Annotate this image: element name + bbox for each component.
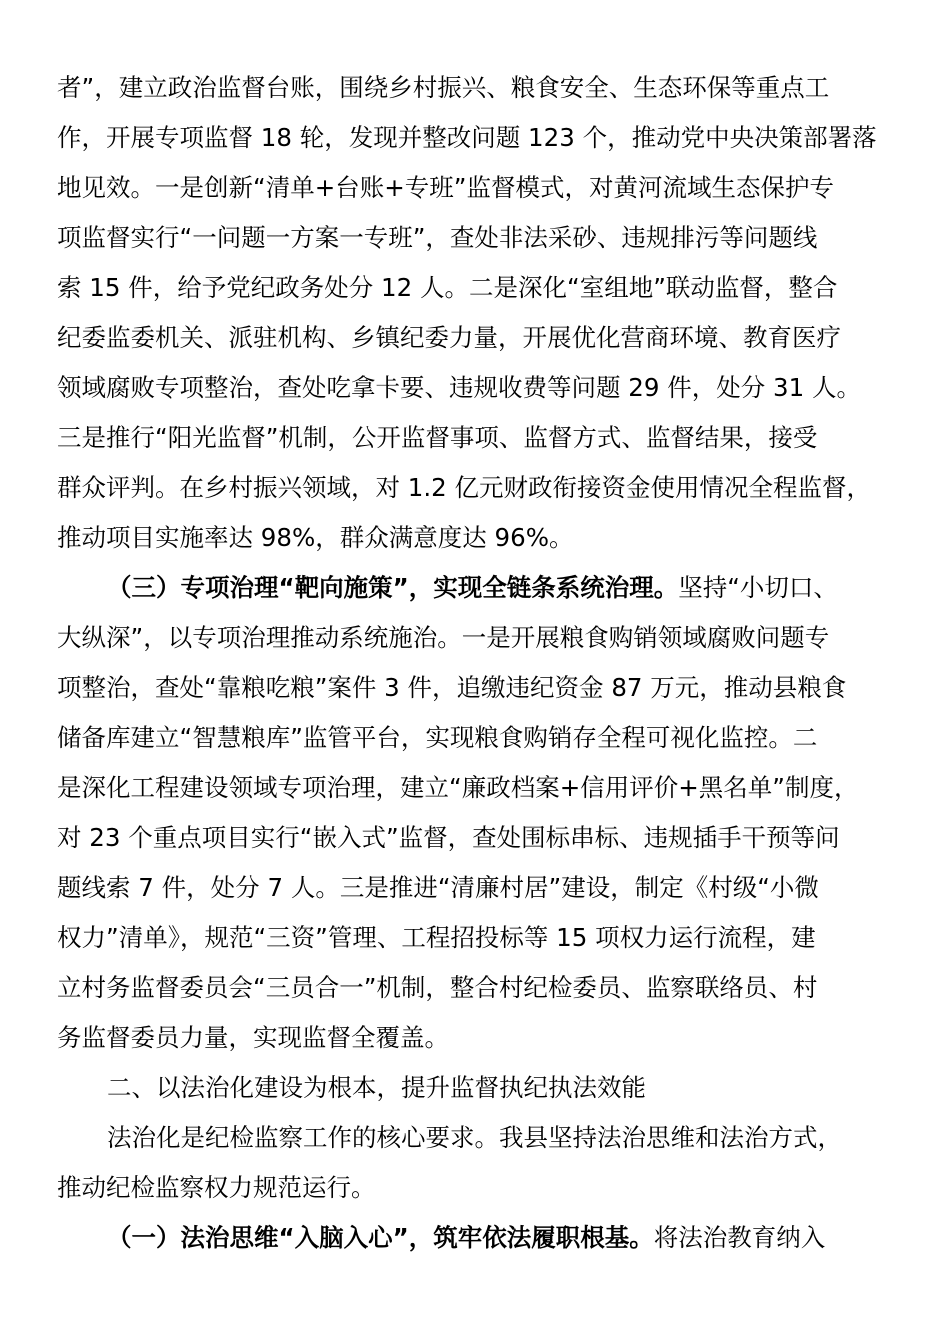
subsection-lead-text: 坚持“小切口、 xyxy=(678,573,838,602)
paragraph-line: 务监督委员力量，实现监督全覆盖。 xyxy=(57,1023,449,1052)
paragraph-line: 群众评判。在乡村振兴领域，对 1.2 亿元财政衔接资金使用情况全程监督， xyxy=(57,473,872,502)
paragraph-line: 领域腐败专项整治，查处吃拿卡要、违规收费等问题 29 件，处分 31 人。 xyxy=(57,373,861,402)
paragraph-line: 法治化是纪检监察工作的核心要求。我县坚持法治思维和法治方式， xyxy=(107,1123,842,1152)
paragraph-line: 索 15 件，给予党纪政务处分 12 人。二是深化“室组地”联动监督，整合 xyxy=(57,273,838,302)
paragraph-line: 三是推行“阳光监督”机制，公开监督事项、监督方式、监督结果，接受 xyxy=(57,423,818,452)
paragraph-line: 立村务监督委员会“三员合一”机制，整合村纪检委员、监察联络员、村 xyxy=(57,973,818,1002)
paragraph-line: 储备库建立“智慧粮库”监管平台，实现粮食购销存全程可视化监控。二 xyxy=(57,723,818,752)
subsection-lead-text: 将法治教育纳入 xyxy=(653,1223,826,1252)
paragraph-line: 作，开展专项监督 18 轮，发现并整改问题 123 个，推动党中央决策部署落 xyxy=(57,123,877,152)
section-title: 二、以法治化建设为根本，提升监督执纪执法效能 xyxy=(107,1073,646,1102)
subsection-heading: （三）专项治理“靶向施策”，实现全链条系统治理。 xyxy=(107,573,679,602)
subsection-first-line xyxy=(107,568,838,608)
paragraph-line: 纪委监委机关、派驻机构、乡镇纪委力量，开展优化营商环境、教育医疗 xyxy=(57,323,841,352)
paragraph-line: 项监督实行“一问题一方案一专班”，查处非法采砂、违规排污等问题线 xyxy=(57,223,818,252)
paragraph-line: 权力”清单》，规范“三资”管理、工程招投标等 15 项权力运行流程，建 xyxy=(57,923,816,952)
paragraph-line: 大纵深”，以专项治理推动系统施治。一是开展粮食购销领域腐败问题专 xyxy=(57,623,830,652)
paragraph-line: 者”，建立政治监督台账，围绕乡村振兴、粮食安全、生态环保等重点工 xyxy=(57,73,830,102)
paragraph-line: 题线索 7 件，处分 7 人。三是推进“清廉村居”建设，制定《村级“小微 xyxy=(57,873,819,902)
subsection-first-line xyxy=(107,1218,825,1258)
subsection-heading: （一）法治思维“入脑入心”，筑牢依法履职根基。 xyxy=(107,1223,654,1252)
paragraph-line: 项整治，查处“靠粮吃粮”案件 3 件，追缴违纪资金 87 万元，推动县粮食 xyxy=(57,673,847,702)
paragraph-line: 推动项目实施率达 98%，群众满意度达 96%。 xyxy=(57,523,574,552)
paragraph-line: 地见效。一是创新“清单+台账+专班”监督模式，对黄河流域生态保护专 xyxy=(57,173,834,202)
paragraph-line: 是深化工程建设领域专项治理，建立“廉政档案+信用评价+黑名单”制度， xyxy=(57,773,859,802)
paragraph-line: 推动纪检监察权力规范运行。 xyxy=(57,1173,376,1202)
paragraph-line: 对 23 个重点项目实行“嵌入式”监督，查处围标串标、违规插手干预等问 xyxy=(57,823,840,852)
